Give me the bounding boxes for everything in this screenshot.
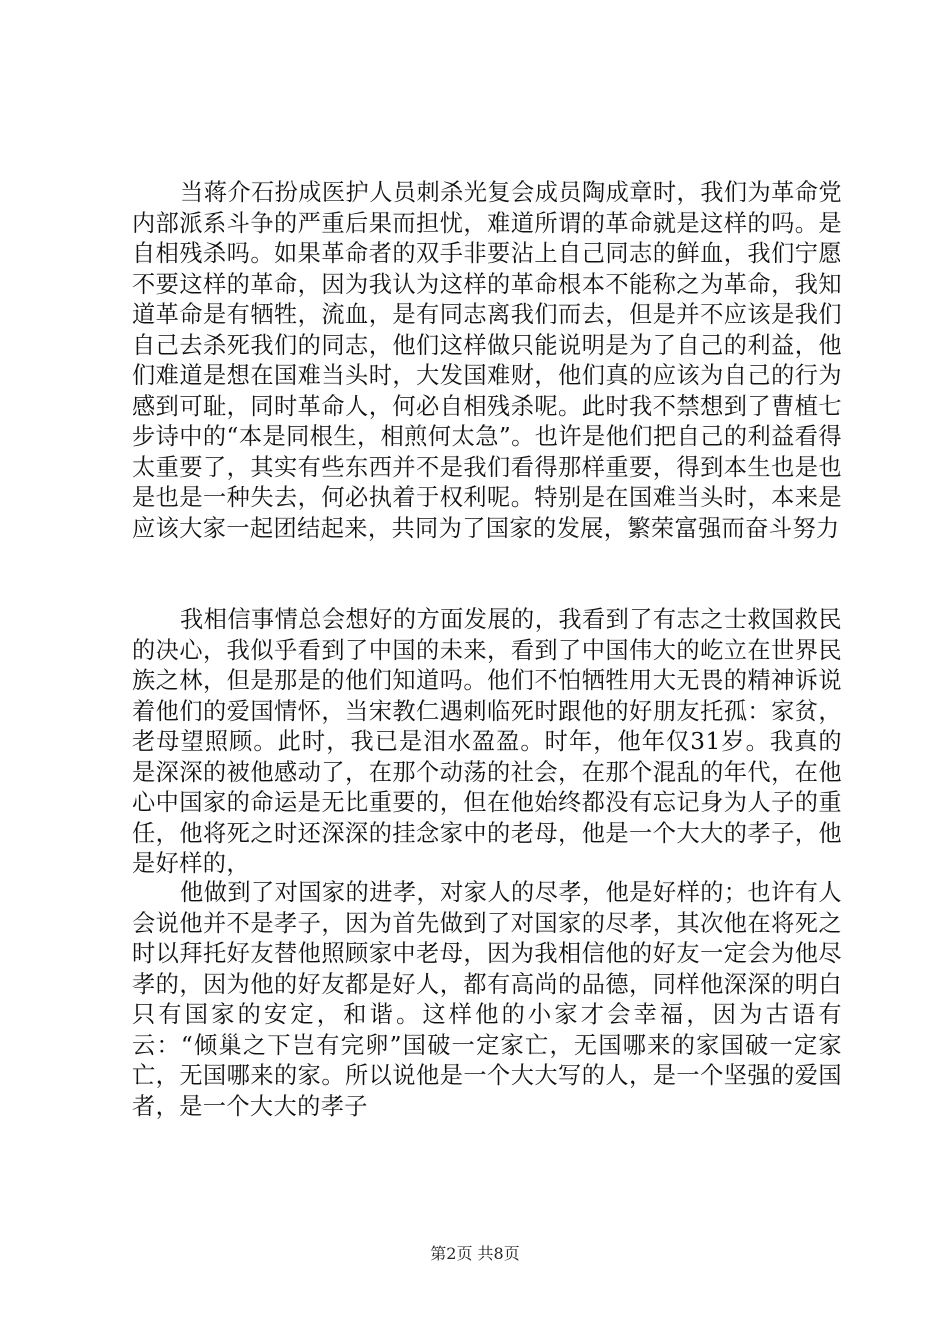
paragraph-2-text: 我相信事情总会想好的方面发展的，我看到了有志之士救国救民的决心，我似乎看到了中国的未来，看到了中国伟大的屹立在世界民族之林，但是那是的他们知道吗。他们不怕牺牲用大无畏的精神诉说着他们的爱国情怀，当宋教仁遇刺临死时跟他的好朋友托孤：家贫，老母望照顾。此时，我已是泪水盈盈。时年，他年仅31岁。我真的是深深的被他感动了，在那个动荡的社会，在那个混乱的年代，在他心中国家的命运是无比重要的，但在他始终都没有忘记身为人子的重任，他将死之时还深深的挂念家中的老母，他是一个大大的孝子，他是好样的， [132,606,842,877]
paragraph-1-text: 当蒋介石扮成医护人员刺杀光复会成员陶成章时，我们为革命党内部派系斗争的严重后果而担忧，难道所谓的革命就是这样的吗。是自相残杀吗。如果革命者的双手非要沾上自己同志的鲜血，我们宁愿不要这样的革命，因为我认为这样的革命根本不能称之为革命，我知道革命是有牺牲，流血，是有同志离我们而去，但是并不应该是我们自己去杀死我们的同志，他们这样做只能说明是为了自己的利益，他们难道是想在国难当头时，大发国难财，他们真的应该为自己的行为感到可耻，同时革命人，何必自相残杀呢。此时我不禁想到了曹植七步诗中的“本是同根生，相煎何太急”。也许是他们把自己的利益看得太重要了，其实有些东西并不是我们看得那样重要，得到本生也是也是也是一种失去，何必执着于权利呢。特别是在国难当头时，本来是应该大家一起团结起来，共同为了国家的发展，繁荣富强而奋斗努力 [132,179,842,542]
page-number-label: 第2页 共8页 [430,1244,520,1263]
paragraph-3-text: 他做到了对国家的进孝，对家人的尽孝，他是好样的；也许有人会说他并不是孝子，因为首先做到了对国家的尽孝，其次他在将死之时以拜托好友替他照顾家中老母，因为我相信他的好友一定会为他尽孝的，因为他的好友都是好人，都有高尚的品德，同样他深深的明白只有国家的安定，和谐。这样他的小家才会幸福，因为古语有云：“倾巢之下岂有完卵”国破一定家亡，无国哪来的家国破一定家亡，无国哪来的家。所以说他是一个大大写的人，是一个坚强的爱国者，是一个大大的孝子 [132,879,842,1120]
page-footer [0,1244,950,1264]
paragraph-1 [132,178,842,544]
paragraph-2 [132,605,842,880]
paragraph-3 [132,878,842,1122]
